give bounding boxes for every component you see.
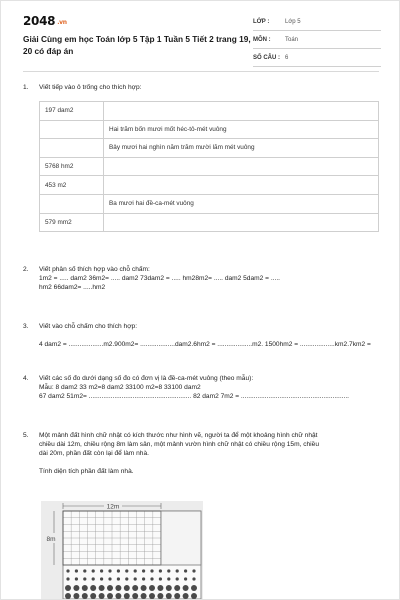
- meta-key: LỚP :: [253, 18, 270, 25]
- answer-table: [39, 101, 379, 232]
- table-cell[interactable]: [104, 102, 379, 121]
- garden-plant: [159, 569, 162, 572]
- garden-plant: [73, 585, 79, 591]
- garden-plant: [82, 585, 88, 591]
- garden-plant: [124, 585, 130, 591]
- table-cell[interactable]: Bảy mươi hai nghìn năm trăm mười lăm mét vuông: [104, 139, 379, 158]
- logo-text: 2048: [23, 14, 56, 28]
- garden-plant: [66, 577, 69, 580]
- meta-row-count: [253, 49, 381, 67]
- land-plot-figure: [41, 501, 203, 600]
- question-text: chiều dài 12m, chiều rộng 8m làm sân, một mảnh vườn hình chữ nhật có chiều rộng 15m, chiều: [39, 441, 319, 448]
- table-cell[interactable]: [40, 139, 104, 158]
- garden-plant: [184, 569, 187, 572]
- garden-plant: [132, 593, 138, 599]
- meta-value: 6: [285, 54, 289, 61]
- question-number: 3.: [23, 323, 29, 330]
- document-title: Giải Cùng em học Toán lớp 5 Tập 1 Tuần 5 Tiết 2 trang 19, 20 có đáp án: [23, 34, 251, 56]
- garden-plant: [99, 593, 105, 599]
- garden-plant: [141, 593, 147, 599]
- question-number: 5.: [23, 432, 29, 439]
- garden-plant: [132, 585, 138, 591]
- site-logo[interactable]: [23, 14, 67, 28]
- table-row: [40, 157, 379, 176]
- question-text: Viết phân số thích hợp vào chỗ chấm:: [39, 266, 150, 273]
- garden-plant: [159, 577, 162, 580]
- garden-plant: [176, 577, 179, 580]
- garden-plant: [166, 585, 172, 591]
- meta-key: SỐ CÂU :: [253, 54, 280, 61]
- question-text: Mẫu: 8 dam2 33 m2=8 dam2 33100 m2=8 33100 dam2: [39, 384, 201, 391]
- table-cell[interactable]: Hai trăm bốn mươi mốt héc-tô-mét vuông: [104, 120, 379, 139]
- dimension-label-side: 8m: [46, 536, 56, 543]
- table-row: [40, 176, 379, 195]
- question-text: hm2 66dam2= .....hm2: [39, 284, 106, 291]
- garden-plant: [75, 577, 78, 580]
- garden-plant: [149, 585, 155, 591]
- question-text: Viết các số đo dưới dạng số đo có đơn vị là đề-ca-mét vuông (theo mẫu):: [39, 375, 254, 382]
- question-number: 2.: [23, 266, 29, 273]
- garden-plant: [125, 577, 128, 580]
- garden-plant: [174, 585, 180, 591]
- question-number: 4.: [23, 375, 29, 382]
- garden-plant: [176, 569, 179, 572]
- meta-row-class: [253, 13, 381, 31]
- question-text: Viết vào chỗ chấm cho thích hợp:: [39, 323, 138, 330]
- question-text: 4 dam2 = ...................m2.900m2= ...................dam2.6hm2 = ...................m2. 1500hm2 = ...................km2.7km2 =: [39, 341, 371, 348]
- table-cell[interactable]: Ba mươi hai đề-ca-mét vuông: [104, 194, 379, 213]
- garden-plant: [134, 569, 137, 572]
- garden-plant: [107, 593, 113, 599]
- garden-plant: [192, 577, 195, 580]
- garden-plant: [117, 577, 120, 580]
- garden-plant: [192, 569, 195, 572]
- garden-plant: [65, 585, 71, 591]
- garden-plant: [100, 569, 103, 572]
- garden-plant: [167, 577, 170, 580]
- garden-plant: [73, 593, 79, 599]
- garden-plant: [108, 569, 111, 572]
- meta-table: [253, 13, 381, 67]
- garden-plant: [166, 593, 172, 599]
- question-text: Tính diện tích phần đất làm nhà.: [39, 468, 134, 475]
- meta-value: Toán: [285, 36, 299, 43]
- table-cell[interactable]: [40, 120, 104, 139]
- garden-plant: [157, 585, 163, 591]
- land-plot-diagram: [41, 501, 203, 600]
- garden-plant: [167, 569, 170, 572]
- garden-plant: [65, 593, 71, 599]
- question-text: Một mảnh đất hình chữ nhật có kích thước như hình vẽ, người ta để một khoảng hình chữ nhật: [39, 432, 318, 439]
- table-cell[interactable]: 5768 hm2: [40, 157, 104, 176]
- garden-plant: [134, 577, 137, 580]
- garden-plant: [124, 593, 130, 599]
- header-divider: [23, 71, 379, 72]
- meta-key: MÔN :: [253, 36, 271, 43]
- garden-plant: [141, 585, 147, 591]
- garden-plant: [90, 593, 96, 599]
- garden-plant: [150, 569, 153, 572]
- garden-plant: [92, 569, 95, 572]
- table-cell[interactable]: 453 m2: [40, 176, 104, 195]
- garden-plant: [82, 593, 88, 599]
- garden-plant: [142, 569, 145, 572]
- table-cell[interactable]: 197 dam2: [40, 102, 104, 121]
- house-area: [161, 511, 201, 565]
- garden-plant: [115, 585, 121, 591]
- garden-plant: [183, 585, 189, 591]
- garden-plant: [108, 577, 111, 580]
- table-cell[interactable]: [40, 194, 104, 213]
- garden-plant: [66, 569, 69, 572]
- table-row: [40, 139, 379, 158]
- meta-row-subject: [253, 31, 381, 49]
- garden-plant: [142, 577, 145, 580]
- garden-plant: [107, 585, 113, 591]
- document-header: [1, 1, 400, 71]
- table-row: [40, 213, 379, 232]
- garden-plant: [184, 577, 187, 580]
- garden-plant: [125, 569, 128, 572]
- garden-plant: [191, 585, 197, 591]
- table-row: [40, 194, 379, 213]
- table-row: [40, 102, 379, 121]
- garden-plant: [75, 569, 78, 572]
- garden-plant: [83, 577, 86, 580]
- garden-plant: [90, 585, 96, 591]
- meta-value: Lớp 5: [285, 18, 301, 25]
- table-cell[interactable]: [104, 157, 379, 176]
- table-cell[interactable]: 579 mm2: [40, 213, 104, 232]
- garden-plant: [149, 593, 155, 599]
- garden-plant: [183, 593, 189, 599]
- question-text: 1m2 = ..... dam2 36m2= ..... dam2 73dam2 = ..... hm28m2= ..... dam2 5dam2 = .....: [39, 275, 280, 282]
- garden-plant: [83, 569, 86, 572]
- logo-ext: .vn: [57, 19, 67, 26]
- garden-plant: [115, 593, 121, 599]
- garden-plant: [100, 577, 103, 580]
- question-text: 67 dam2 51m2= ........................................................ 82 dam2 7m2 = ...........................................................: [39, 393, 350, 400]
- dimension-label-top: 12m: [106, 503, 120, 511]
- garden-plant: [117, 569, 120, 572]
- garden-plant: [191, 593, 197, 599]
- question-number: 1.: [23, 84, 29, 91]
- garden-plant: [99, 585, 105, 591]
- question-text: Viết tiếp vào ô trống cho thích hợp:: [39, 84, 142, 91]
- table-cell[interactable]: [104, 213, 379, 232]
- table-cell[interactable]: [104, 176, 379, 195]
- garden-plant: [150, 577, 153, 580]
- table-row: [40, 120, 379, 139]
- garden-plant: [92, 577, 95, 580]
- question-text: dài 20m, phần đất còn lại để làm nhà.: [39, 450, 149, 457]
- garden-plant: [174, 593, 180, 599]
- garden-plant: [157, 593, 163, 599]
